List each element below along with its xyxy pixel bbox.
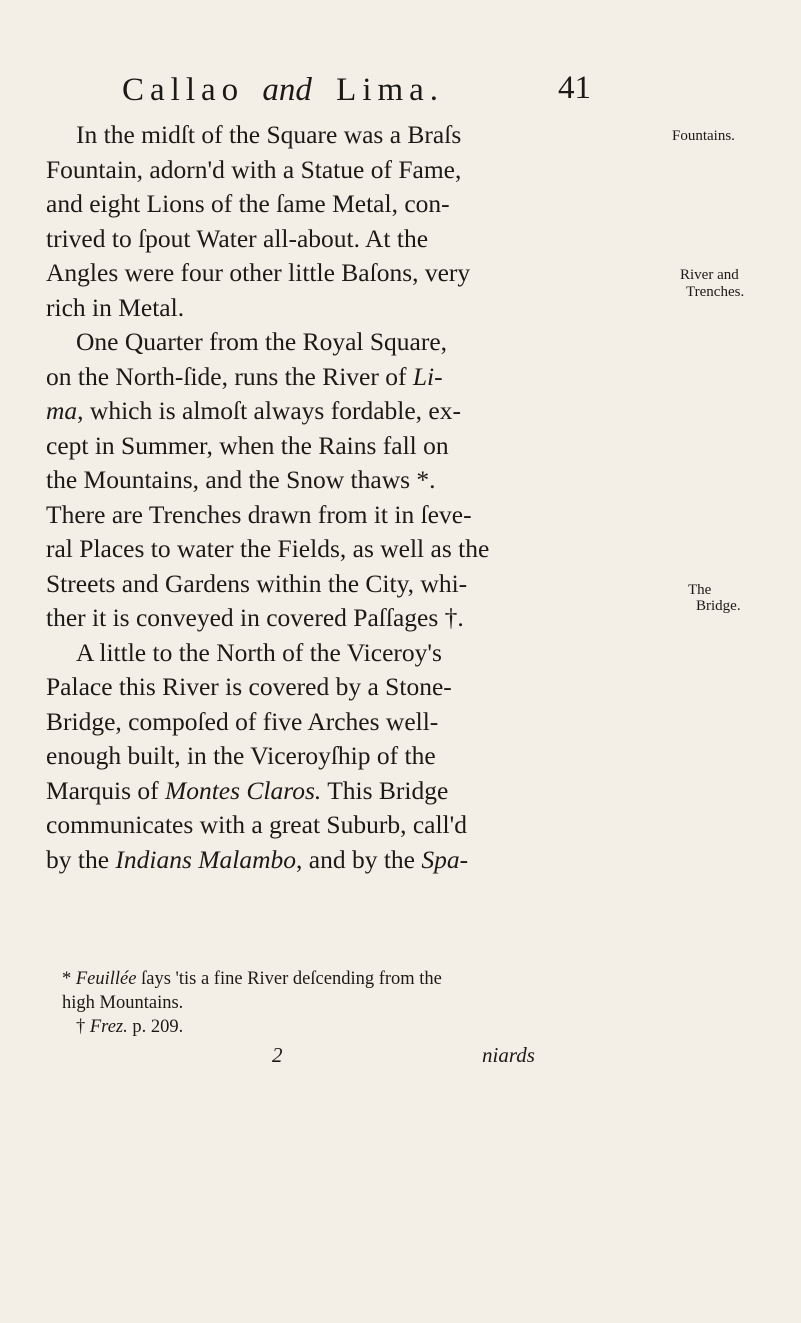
text-line: communicates with a great Suburb, call'd	[46, 810, 467, 839]
italic-segment: Indians Malambo	[115, 844, 297, 874]
text-segment: on the North-ſide, runs the River of	[46, 361, 407, 391]
text-line	[46, 774, 706, 809]
footnote-mark: *	[62, 969, 72, 989]
footnote-text: ſays 'tis a fine River deſcending from the	[141, 969, 442, 989]
italic-segment: Li-	[412, 361, 443, 391]
header-lima: Lima.	[336, 72, 445, 108]
text-line: rich in Metal.	[46, 292, 185, 322]
text-line: the Mountains, and the Snow thaws *.	[46, 465, 436, 494]
margin-note-river-and: River and	[680, 267, 739, 283]
text-line: Palace this River is covered by a Stone-	[46, 672, 452, 701]
text-line	[46, 360, 706, 395]
catchword: niards	[482, 1043, 535, 1067]
footnote-2	[62, 1015, 682, 1039]
text-segment: by the	[46, 844, 110, 874]
footnote-author: Frez.	[89, 1017, 128, 1037]
text-line: Bridge, compoſed of five Arches well-	[46, 706, 439, 736]
text-line: enough built, in the Viceroyſhip of the	[46, 741, 436, 770]
italic-segment: Montes Claros.	[164, 775, 322, 805]
text-line: One Quarter from the Royal Square,	[76, 327, 448, 356]
text-line	[46, 843, 706, 878]
text-line: Streets and Gardens within the City, whi-	[46, 568, 468, 598]
footnote-author: Feuillée	[75, 969, 137, 989]
header-and: and	[262, 72, 312, 108]
text-line: and eight Lions of the ſame Metal, con-	[46, 189, 450, 218]
footnote-mark: †	[76, 1017, 86, 1037]
text-line: There are Trenches drawn from it in ſeve-	[46, 499, 472, 529]
italic-segment: ma	[46, 396, 78, 425]
italic-segment: Spa-	[421, 844, 469, 874]
text-segment: , which is almoſt always fordable, ex-	[77, 396, 461, 425]
body-text	[46, 118, 706, 877]
margin-note-trenches: Trenches.	[686, 284, 745, 300]
footnotes	[62, 967, 682, 1039]
margin-note-the: The	[688, 582, 712, 598]
footnote-1-continued: high Mountains.	[62, 993, 184, 1013]
text-segment: Marquis of	[46, 775, 159, 805]
text-line: Fountain, adorn'd with a Statue of Fame,	[46, 154, 462, 184]
header-callao: Callao	[122, 72, 245, 108]
signature-mark: 2	[272, 1043, 283, 1067]
margin-note-fountains: Fountains.	[672, 128, 735, 144]
page-number: 41	[558, 70, 591, 106]
footnote-text: p. 209.	[132, 1017, 184, 1037]
text-segment: This Bridge	[327, 775, 449, 805]
text-line: ral Places to water the Fields, as well as the	[46, 534, 490, 563]
margin-note-bridge: Bridge.	[696, 598, 741, 614]
text-line: A little to the North of the Viceroy's	[76, 637, 442, 667]
text-segment: , and by the	[296, 844, 416, 874]
text-line: Angles were four other little Baſons, very	[46, 258, 471, 287]
text-line	[46, 394, 706, 429]
text-line: ther it is conveyed in covered Paſſages †.	[46, 603, 464, 632]
text-line: In the midſt of the Square was a Braſs	[76, 120, 462, 149]
text-line: trived to ſpout Water all-about. At the	[46, 223, 429, 253]
text-line: cept in Summer, when the Rains fall on	[46, 430, 449, 460]
footnote-1	[62, 967, 682, 991]
